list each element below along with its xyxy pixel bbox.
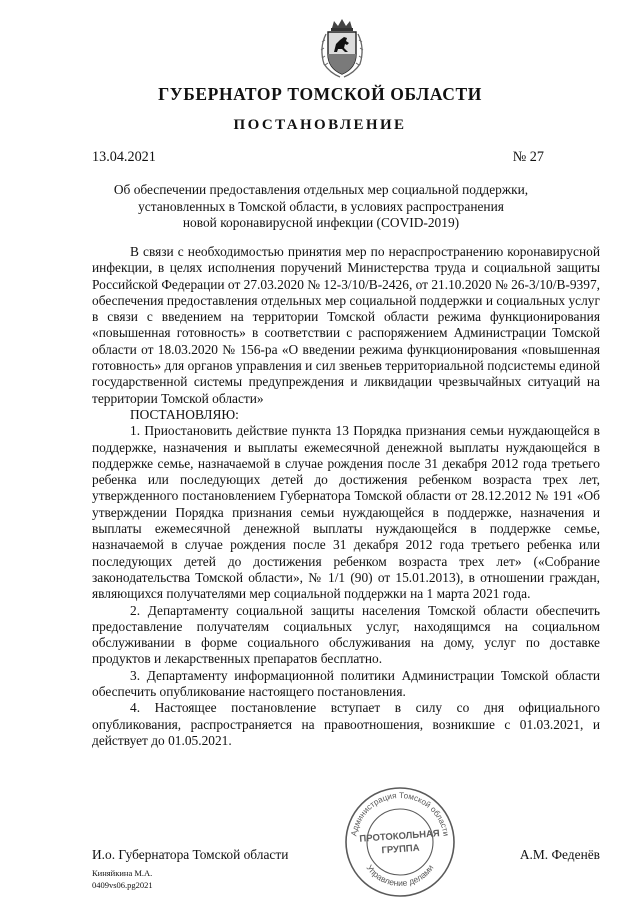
signer-name: А.М. Феденёв [519,847,600,862]
authority-title: ГУБЕРНАТОР ТОМСКОЙ ОБЛАСТИ [158,84,482,104]
stamp-ring-top: Администрация Томской области [349,790,451,837]
item-paragraph-3: 3. Департаменту информационной политики Администрации Томской области обеспечить опубликование настоящего постановления. [92,667,600,700]
document-body [92,244,600,749]
executor-name: Киняйкина М.А. [92,868,153,878]
decree-word: ПОСТАНОВЛЯЮ: [130,406,239,422]
item-paragraph-4: 4. Настоящее постановление вступает в силу со дня официального опубликования, распространяется на правоотношения, возникшие с 01.03.2021, и действует до 01.05.2021. [92,700,600,748]
document-subject [90,182,552,232]
document-number: № 27 [512,149,544,165]
stamp-center-line-2: ГРУППА [381,842,420,857]
document-type: ПОСТАНОВЛЕНИЕ [233,117,407,133]
document-date: 13.04.2021 [92,149,156,165]
signer-post: И.о. Губернатора Томской области [92,847,289,862]
protocol-stamp [334,780,466,900]
preamble-paragraph: В связи с необходимостью принятия мер по нераспространению коронавирусной инфекции, в целях исполнения поручений Министерства труда и социальной защиты Российской Федерации от 27.03.2020 № 12-3/10/В-2426, от 21.10.2020 № 26-3/10/В-9397, обеспечения предоставления отдельных мер социальной поддержки и социальных услуг в связи с введением на территории Томской области режима функционирования «повышенная готовность» в соответствии с распоряжением Администрации Томской области от 18.03.2020 № 156-ра «О введении режима функционирования «повышенная готовность» для органов управления и сил звеньев территориальной подсистемы единой государственной системы предупреждения и ликвидации чрезвычайных ситуаций на территории Томской области» [92,244,600,406]
subject-line: установленных в Томской области, в условиях распространения [138,198,504,214]
file-code: 0409vs06.pg2021 [92,880,153,890]
item-paragraph-1: 1. Приостановить действие пункта 13 Порядка признания семьи нуждающейся в поддержке, назначения и выплаты ежемесячной денежной выплаты нуждающейся в поддержке семье, назначаемой в случае рождения после 31 декабря 2012 года третьего ребенка или последующих детей до достижения ребенком возраста трех лет, утвержденного постановлением Губернатора Томской области от 28.12.2012 № 191 «Об утверждении Порядка признания семьи нуждающейся в поддержке, назначения и выплаты ежемесячной денежной выплаты нуждающейся в поддержке семье, назначаемой в случае рождения после 31 декабря 2012 года третьего ребенка или последующих детей до достижения ребенком возраста трех лет» («Собрание законодательства Томской области», № 1/1 (90) от 15.01.2013), в отношении граждан, являющихся получателями мер социальной поддержки на 1 марта 2021 года. [92,423,600,602]
subject-line: Об обеспечении предоставления отдельных мер социальной поддержки, [113,182,529,197]
stamp-ring-bottom: Управление делами [364,862,436,889]
subject-line: новой коронавирусной инфекции (COVID-2019) [182,215,460,230]
item-paragraph-2: 2. Департаменту социальной защиты населения Томской области обеспечить предоставление получателям социальных услуг, находящимся на социальном обслуживании в форме социального обслуживания на дому, услуг по доставке продуктов и лекарственных препаратов бесплатно. [92,602,600,667]
stamp-center-line-1: ПРОТОКОЛЬНАЯ [359,828,441,845]
tomsk-coat-of-arms-icon [316,18,368,80]
